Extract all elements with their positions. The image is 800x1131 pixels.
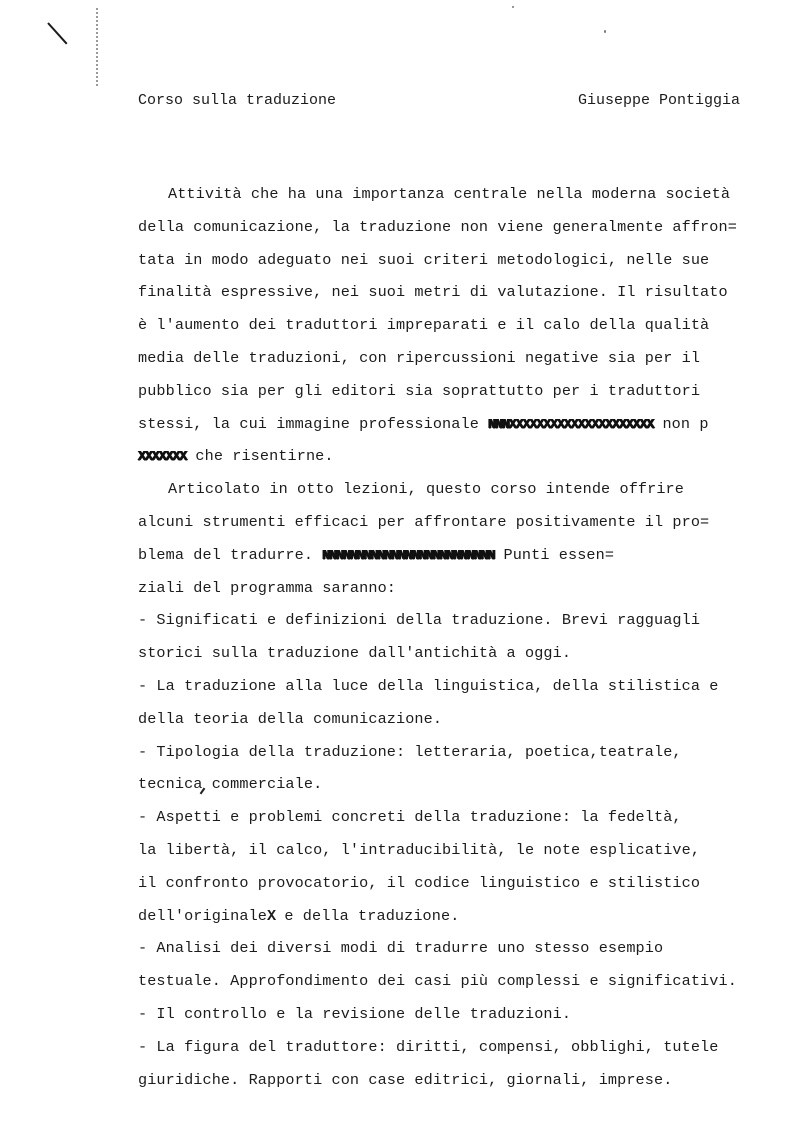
paragraph-2-line-3	[138, 539, 800, 572]
list-item-7-line-1: - La figura del traduttore: diritti, compensi, obblighi, tutele	[138, 1037, 719, 1056]
list-item-2-line-2: della teoria della comunicazione.	[138, 709, 443, 728]
paragraph-1-line-5: è l'aumento dei traduttori impreparati e il calo della qualità	[138, 316, 710, 335]
list-item-1-line-1: - Significati e definizioni della traduzione. Brevi ragguagli	[138, 611, 701, 630]
line-9-text: che risentirne.	[186, 447, 334, 466]
list-item-6-line-1: - Il controllo e la revisione delle traduzioni.	[138, 1004, 572, 1023]
line-8-text-start: stessi, la cui immagine professionale	[138, 414, 489, 433]
paper-speck	[604, 30, 606, 33]
paragraph-2-line-1: Articolato in otto lezioni, questo corso intende offrire	[168, 480, 684, 499]
list-item-7-line-2: giuridiche. Rapporti con case editrici, giornali, imprese.	[138, 1070, 673, 1089]
list-item-5-line-1: - Analisi dei diversi modi di tradurre uno stesso esempio	[138, 939, 664, 958]
struck-out-letter: X	[267, 906, 276, 925]
line-8-text-end: non p	[653, 414, 709, 433]
paragraph-2-line-2: alcuni strumenti efficaci per affrontare positivamente il pro=	[138, 512, 710, 531]
document-author: Giuseppe Pontiggia	[578, 92, 741, 109]
list-item-3-line-1: - Tipologia della traduzione: letteraria, poetica,teatrale,	[138, 742, 682, 761]
list-item-3-line-2	[138, 768, 800, 801]
list-4-end: e della traduzione.	[275, 906, 460, 925]
paragraph-1-line-4: finalità espressive, nei suoi metri di valutazione. Il risultato	[138, 283, 728, 302]
paragraph-1-line-9	[138, 440, 800, 473]
paper-speck	[512, 6, 514, 8]
paragraph-1-line-1: Attività che ha una importanza centrale nella moderna società	[168, 185, 731, 203]
list-item-5-line-2: testuale. Approfondimento dei casi più complessi e significativi.	[138, 972, 737, 991]
hole-punch-marks	[96, 8, 100, 86]
paragraph-1-line-6: media delle traduzioni, con ripercussioni negative sia per il	[138, 348, 701, 367]
paragraph-1-line-2: della comunicazione, la traduzione non viene generalmente affron=	[138, 217, 737, 236]
list-3-rest: commerciale.	[202, 775, 323, 794]
struck-out-text: NNNXXXXXXXXXXXXXXXXXXXXX	[488, 417, 654, 433]
document-body	[138, 178, 800, 1096]
document-title: Corso sulla traduzione	[138, 92, 337, 109]
struck-out-text: NNNNNNNNNNNNNNNNNNNNNNNNN	[322, 548, 495, 564]
list-item-4-line-1: - Aspetti e problemi concreti della traduzione: la fedeltà,	[138, 808, 682, 827]
list-3-word: tecnica	[138, 775, 203, 794]
paragraph-1-line-8	[138, 408, 800, 441]
p2-line-3-end: Punti essen=	[494, 545, 615, 564]
struck-out-text: XXXXXXX	[138, 450, 187, 466]
list-item-2-line-1: - La traduzione alla luce della linguistica, della stilistica e	[138, 676, 719, 695]
list-item-4-line-3: il confronto provocatorio, il codice linguistico e stilistico	[138, 873, 701, 892]
pen-slash-mark	[47, 22, 67, 44]
list-item-4-line-2: la libertà, il calco, l'intraducibilità, le note esplicative,	[138, 840, 701, 859]
p2-line-3-start: blema del tradurre.	[138, 545, 323, 564]
paragraph-1-line-7: pubblico sia per gli editori sia soprattutto per i traduttori	[138, 381, 701, 400]
paragraph-1-line-3: tata in modo adeguato nei suoi criteri metodologici, nelle sue	[138, 250, 710, 269]
list-item-1-line-2: storici sulla traduzione dall'antichità a oggi.	[138, 644, 572, 663]
list-4-start: dell'originale	[138, 906, 267, 925]
list-item-4-line-4	[138, 900, 800, 933]
paragraph-2-line-4: ziali del programma saranno:	[138, 578, 396, 597]
